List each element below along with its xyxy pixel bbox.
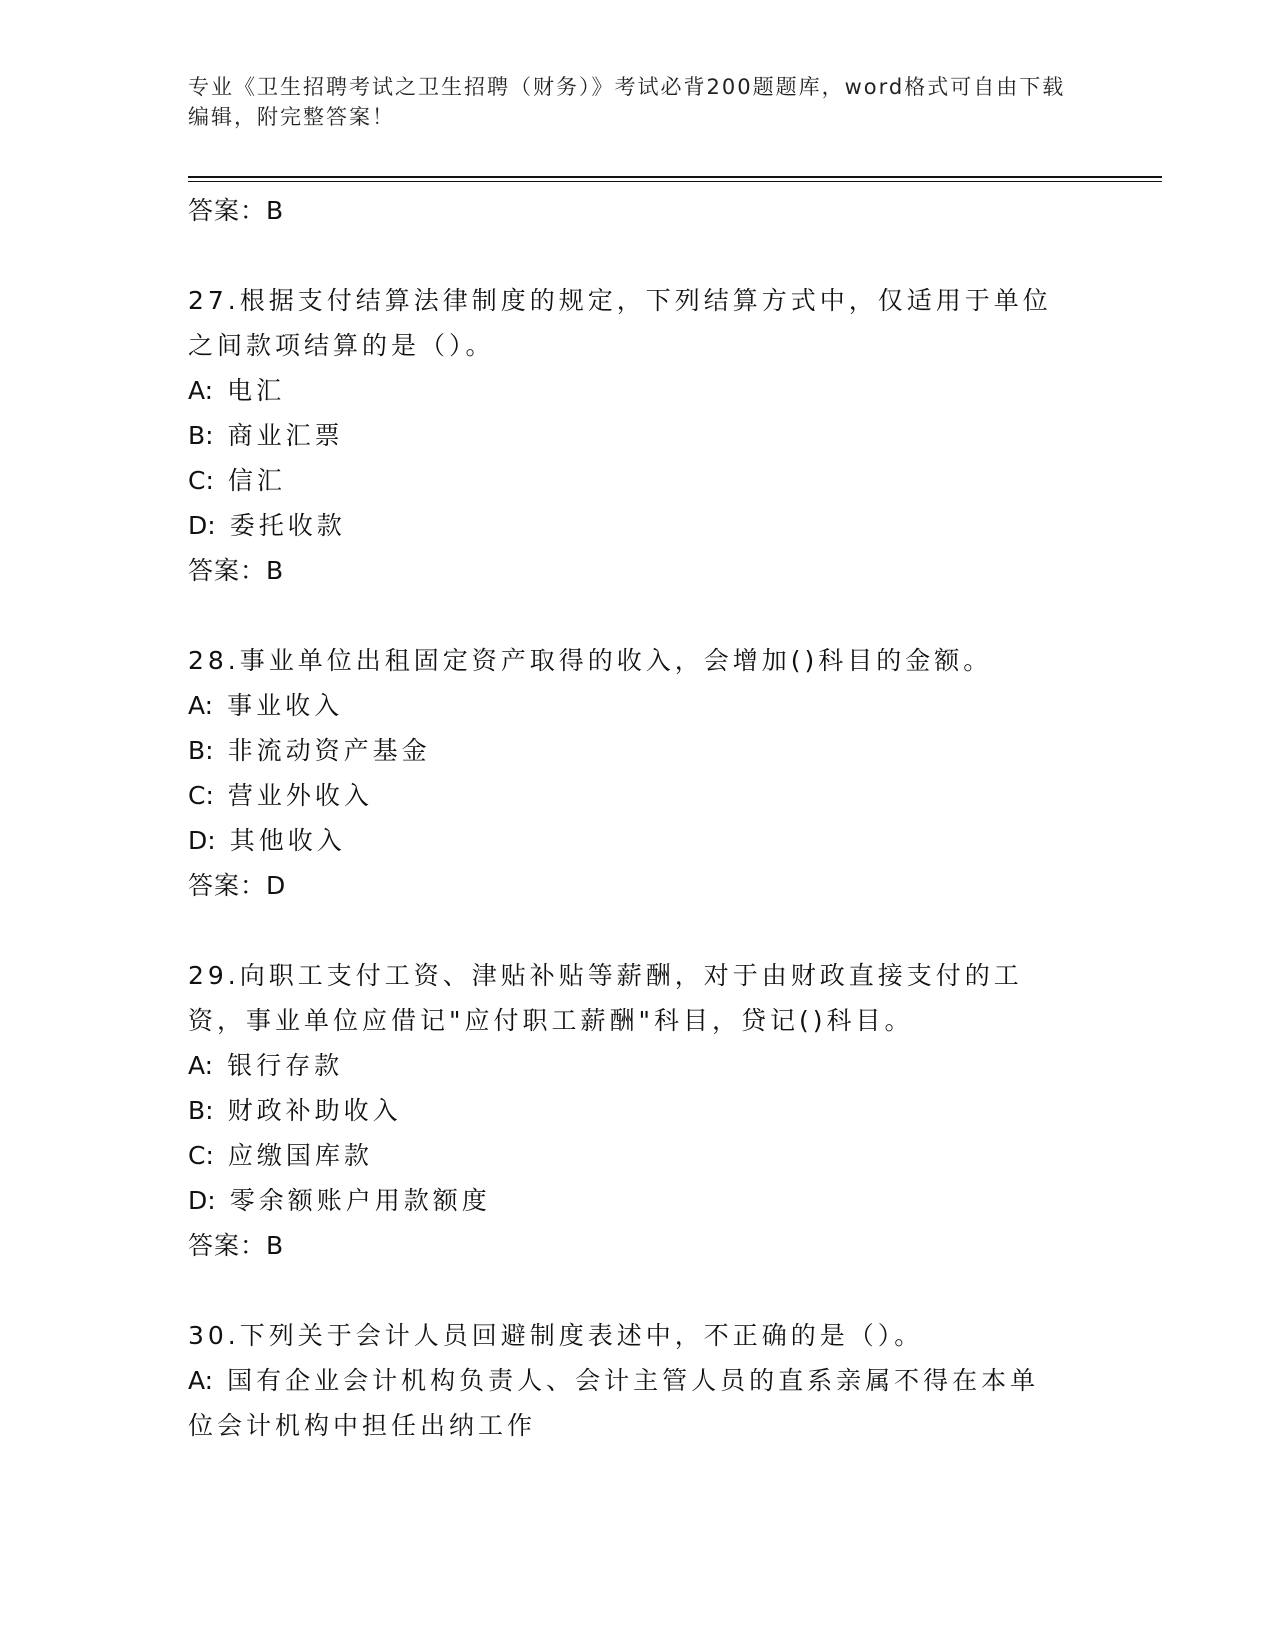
option-text: 信汇 bbox=[227, 466, 286, 495]
question-stem bbox=[188, 953, 1068, 1043]
answer-line bbox=[188, 863, 1088, 909]
option-letter: A bbox=[188, 691, 205, 720]
question-29 bbox=[188, 953, 1088, 1269]
option-letter: D bbox=[188, 511, 208, 540]
option-text: 其他收入 bbox=[229, 826, 346, 855]
question-stem bbox=[188, 278, 1068, 368]
option-a bbox=[188, 368, 1068, 413]
question-number: 29. bbox=[188, 961, 240, 990]
question-27 bbox=[188, 278, 1088, 594]
header-rule-thin bbox=[188, 181, 1162, 182]
question-text: 向职工支付工资、津贴补贴等薪酬，对于由财政直接支付的工资，事业单位应借记"应付职工薪酬"科目，贷记()科目。 bbox=[188, 961, 1023, 1035]
option-c bbox=[188, 458, 1068, 503]
option-a bbox=[188, 1043, 1068, 1088]
option-text: 财政补助收入 bbox=[227, 1096, 402, 1125]
answer-value: B bbox=[266, 1231, 284, 1260]
option-separator: : bbox=[207, 511, 216, 540]
question-28 bbox=[188, 638, 1088, 909]
answer-line bbox=[188, 548, 1088, 594]
option-text: 零余额账户用款额度 bbox=[229, 1186, 491, 1215]
answer-label: 答案： bbox=[188, 871, 267, 900]
option-text: 商业汇票 bbox=[227, 421, 344, 450]
option-letter: B bbox=[188, 1096, 206, 1125]
answer-line bbox=[188, 188, 1088, 234]
answer-value: B bbox=[266, 196, 284, 225]
answer-label: 答案： bbox=[188, 1231, 267, 1260]
answer-line bbox=[188, 1223, 1088, 1269]
option-letter: A bbox=[188, 376, 205, 405]
option-a bbox=[188, 1358, 1068, 1448]
option-text: 国有企业会计机构负责人、会计主管人员的直系亲属不得在本单位会计机构中担任出纳工作 bbox=[188, 1366, 1040, 1440]
option-d bbox=[188, 818, 1068, 863]
answer-value: D bbox=[266, 871, 286, 900]
question-number: 30. bbox=[188, 1321, 240, 1350]
option-separator: : bbox=[204, 1051, 214, 1080]
option-letter: D bbox=[188, 826, 208, 855]
question-text: 下列关于会计人员回避制度表述中，不正确的是（）。 bbox=[239, 1321, 924, 1350]
option-d bbox=[188, 503, 1068, 548]
option-separator: : bbox=[204, 376, 214, 405]
option-separator: : bbox=[205, 466, 214, 495]
option-text: 非流动资产基金 bbox=[227, 736, 431, 765]
option-c bbox=[188, 773, 1068, 818]
page-header: 专业《卫生招聘考试之卫生招聘（财务）》考试必背200题题库，word格式可自由下载编辑，附完整答案！ bbox=[188, 75, 1066, 129]
question-text: 事业单位出租固定资产取得的收入，会增加()科目的金额。 bbox=[239, 646, 993, 675]
option-letter: A bbox=[188, 1051, 205, 1080]
option-separator: : bbox=[207, 826, 216, 855]
question-30 bbox=[188, 1313, 1088, 1448]
option-letter: A bbox=[188, 1366, 205, 1395]
option-letter: C bbox=[188, 781, 206, 810]
option-separator: : bbox=[205, 736, 214, 765]
option-separator: : bbox=[205, 421, 214, 450]
question-stem bbox=[188, 638, 1068, 683]
option-a bbox=[188, 683, 1068, 728]
option-letter: C bbox=[188, 466, 206, 495]
option-text: 营业外收入 bbox=[227, 781, 373, 810]
option-text: 应缴国库款 bbox=[227, 1141, 373, 1170]
option-letter: B bbox=[188, 421, 206, 450]
option-b bbox=[188, 413, 1068, 458]
option-text: 委托收款 bbox=[229, 511, 346, 540]
header-rule bbox=[188, 176, 1162, 178]
answer-label: 答案： bbox=[188, 556, 267, 585]
option-b bbox=[188, 1088, 1068, 1133]
option-letter: B bbox=[188, 736, 206, 765]
option-separator: : bbox=[205, 1096, 214, 1125]
document-body bbox=[188, 188, 1088, 1448]
option-letter: D bbox=[188, 1186, 208, 1215]
option-separator: : bbox=[204, 1366, 214, 1395]
option-separator: : bbox=[204, 691, 214, 720]
answer-value: B bbox=[266, 556, 284, 585]
answer-label: 答案： bbox=[188, 196, 267, 225]
question-number: 27. bbox=[188, 286, 240, 315]
option-letter: C bbox=[188, 1141, 206, 1170]
option-text: 银行存款 bbox=[227, 1051, 344, 1080]
question-text: 根据支付结算法律制度的规定，下列结算方式中，仅适用于单位之间款项结算的是（）。 bbox=[188, 286, 1052, 360]
option-text: 电汇 bbox=[227, 376, 286, 405]
question-number: 28. bbox=[188, 646, 240, 675]
option-d bbox=[188, 1178, 1068, 1223]
option-separator: : bbox=[205, 1141, 214, 1170]
option-c bbox=[188, 1133, 1068, 1178]
option-b bbox=[188, 728, 1068, 773]
option-separator: : bbox=[205, 781, 214, 810]
option-separator: : bbox=[207, 1186, 216, 1215]
question-stem bbox=[188, 1313, 1068, 1358]
option-text: 事业收入 bbox=[227, 691, 344, 720]
